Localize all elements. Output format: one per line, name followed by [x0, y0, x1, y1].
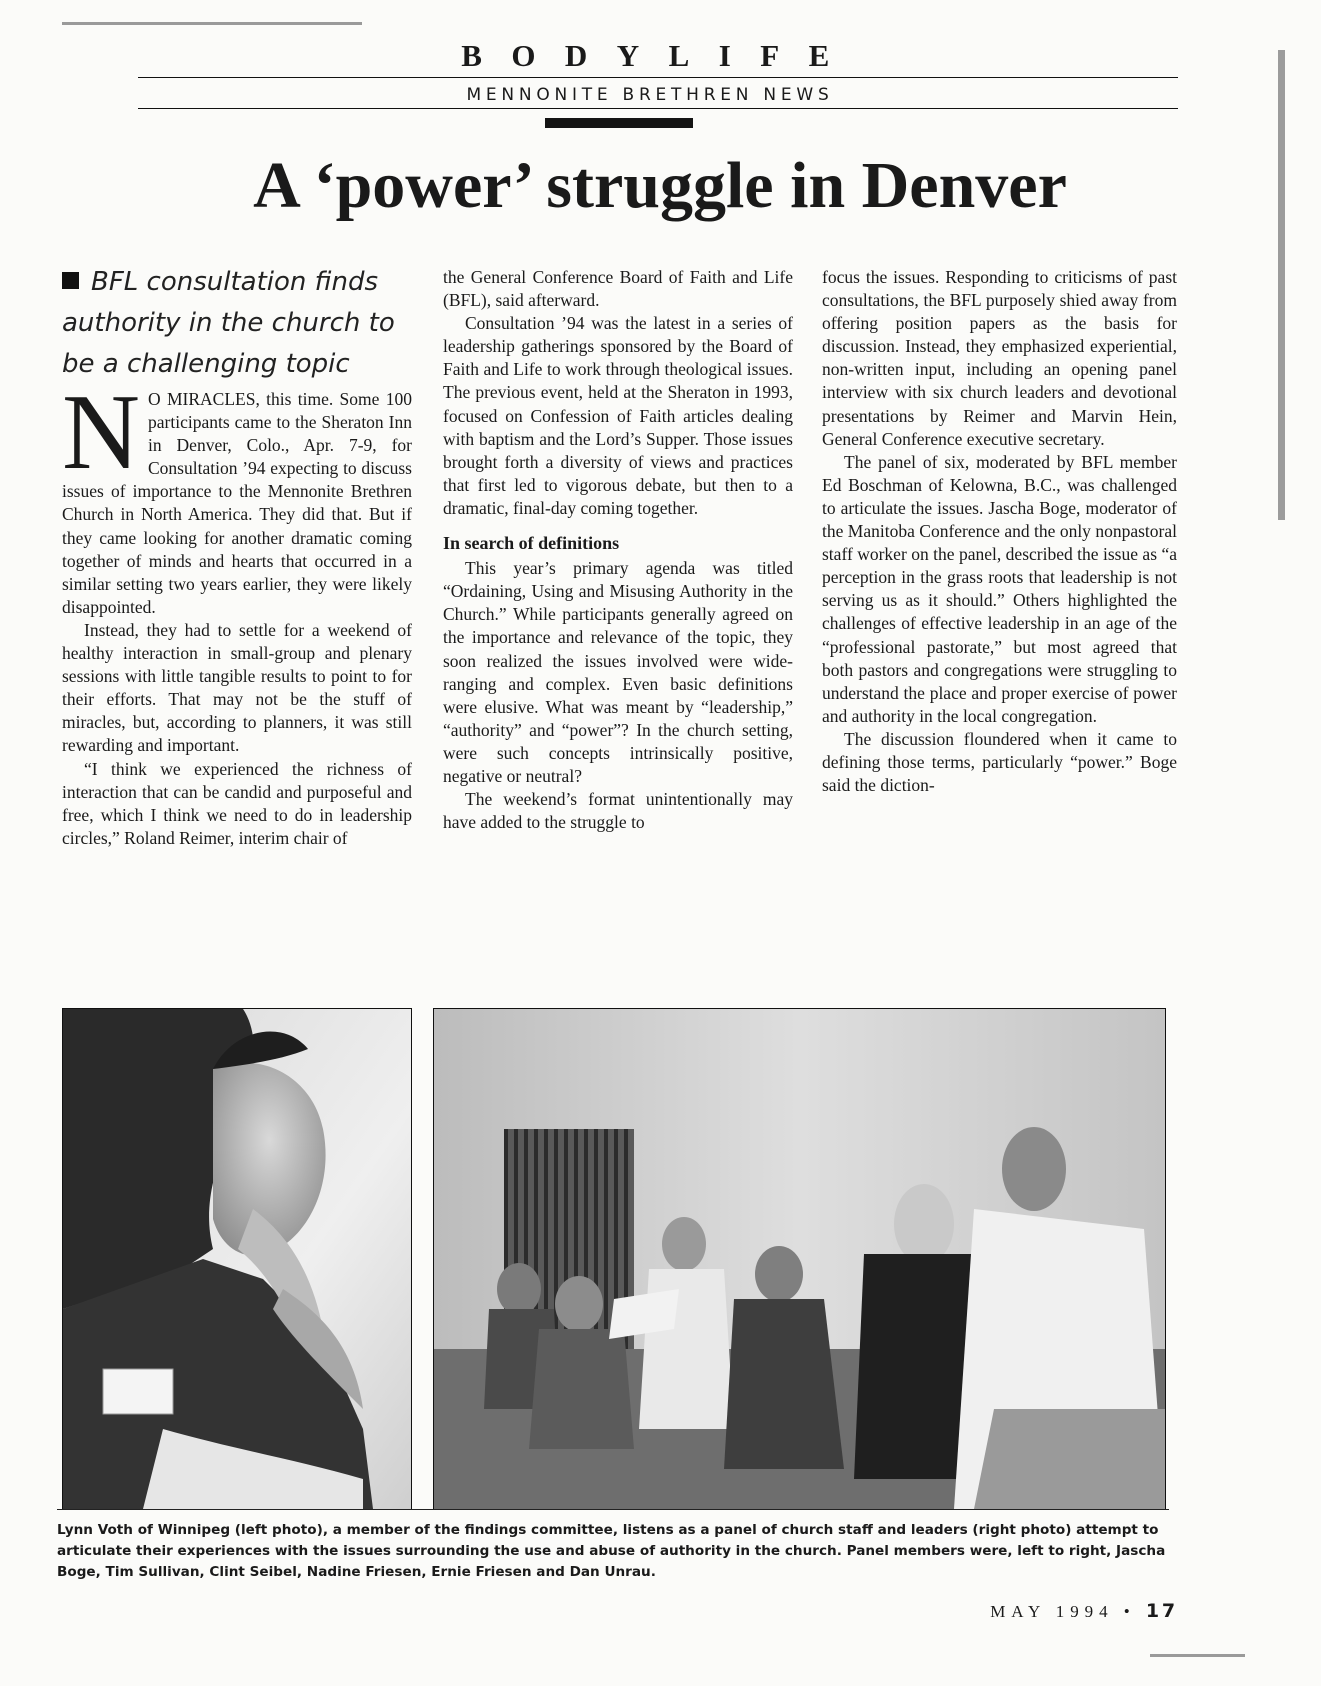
- article-column-1: [62, 373, 412, 850]
- top-rule: [62, 22, 362, 25]
- photo-panel: [433, 1008, 1166, 1510]
- caption-rule: [57, 1509, 1169, 1510]
- paragraph-1: N O MIRACLES, this time. Some 100 participants came to the Sheraton Inn in Denver, Colo., Apr. 7-9, for Consultation ’94 expecting to discuss issues of importance to the Mennonite Brethren Church in North America. They did that. But if they came looking for another dramatic coming together of minds and hearts that occurred in a similar setting two years earlier, they were likely disappointed.: [62, 373, 412, 617]
- article-column-3: [822, 266, 1177, 797]
- square-bullet-icon: [62, 272, 79, 289]
- paragraph-6: This year’s primary agenda was titled “Ordaining, Using and Misusing Authority in the Church.” While participants generally agreed on the importance and relevance of the topic, they soon realized the issues involved were wide-ranging and complex. Even basic definitions were elusive. What was meant by “leadership,” “authority” and “power”? In the church setting, were such concepts intrinsically positive, negative or neutral?: [443, 558, 793, 786]
- bottom-rule: [1150, 1654, 1245, 1657]
- paragraph-4: the General Conference Board of Faith and Life (BFL), said afterward.: [443, 267, 793, 311]
- paragraph-5: Consultation ’94 was the latest in a series of leadership gatherings sponsored by the Board of Faith and Life to work through theological issues. The previous event, held at the Sheraton in 1993, focused on Confession of Faith articles dealing with baptism and the Lord’s Supper. Those issues brought forth a diversity of views and practices that first led to vigorous debate, but then to a dramatic, final-day coming together.: [443, 313, 793, 518]
- masthead-rule: [138, 77, 1178, 78]
- paragraph-9: The panel of six, moderated by BFL member Ed Boschman of Kelowna, B.C., was challenged to articulate the issues. Jascha Boge, moderator of the Manitoba Conference and the only nonpastoral staff worker on the panel, described the issue as “a perception in the grass roots that leadership is not serving us as it should.” Others highlighted the challenges of effective leadership in an age of the “professional pastorate,” but most agreed that both pastors and congregations were struggling to understand the place and proper exercise of power and authority in the local congregation.: [822, 451, 1177, 726]
- section-subhead: In search of definitions: [443, 533, 620, 554]
- scan-edge-bar: [1278, 50, 1285, 520]
- subtitle-rule: [138, 108, 1178, 109]
- article-column-2: [443, 266, 793, 834]
- paragraph-3: “I think we experienced the richness of interaction that can be candid and purposeful and free, which I think we need to do in leadership circles,” Roland Reimer, interim chair of: [62, 758, 412, 848]
- drop-cap: N: [62, 373, 140, 492]
- page-folio: [938, 1600, 1178, 1622]
- paragraph-8: focus the issues. Responding to criticisms of past consultations, the BFL purposely shied away from offering position papers as the basis for discussion. Instead, they emphasized experiential, non-written input, including an opening panel interview with six church leaders and devotional presentations by Reimer and Marvin Hein, General Conference executive secretary.: [822, 267, 1177, 449]
- issue-date: MAY 1994: [990, 1602, 1114, 1621]
- deck-text: BFL consultation finds authority in the church to be a challenging topic: [62, 267, 395, 379]
- deck: [62, 262, 402, 385]
- photo-caption: Lynn Voth of Winnipeg (left photo), a member of the findings committee, listens as a panel of church staff and leaders (right photo) attempt to articulate their experiences with the issues surrounding the use and abuse of authority in the church. Panel members were, left to right, Jascha Boge, Tim Sullivan, Clint Seibel, Nadine Friesen, Ernie Friesen and Dan Unrau.: [57, 1522, 1166, 1580]
- paragraph-2: Instead, they had to settle for a weekend of healthy interaction in small-group and plenary sessions with little tangible results to point to for their efforts. That may not be the stuff of miracles, but, according to planners, it was still rewarding and important.: [62, 619, 412, 756]
- listener-photo-illustration: [63, 1009, 411, 1509]
- section-masthead: BODYLIFE: [461, 38, 859, 73]
- page-number: 17: [1145, 1600, 1178, 1622]
- title-bar: [545, 118, 693, 128]
- folio-separator: •: [1123, 1602, 1136, 1621]
- headline: A ‘power’ struggle in Denver: [253, 149, 1067, 222]
- section-subtitle: MENNONITE BRETHREN NEWS: [466, 85, 834, 105]
- paragraph-7: The weekend’s format unintentionally may have added to the struggle to: [443, 789, 793, 833]
- panel-photo-illustration: [434, 1009, 1165, 1509]
- paragraph-10: The discussion floundered when it came to defining those terms, particularly “power.” Boge said the diction-: [822, 728, 1177, 796]
- photo-listener: [62, 1008, 412, 1510]
